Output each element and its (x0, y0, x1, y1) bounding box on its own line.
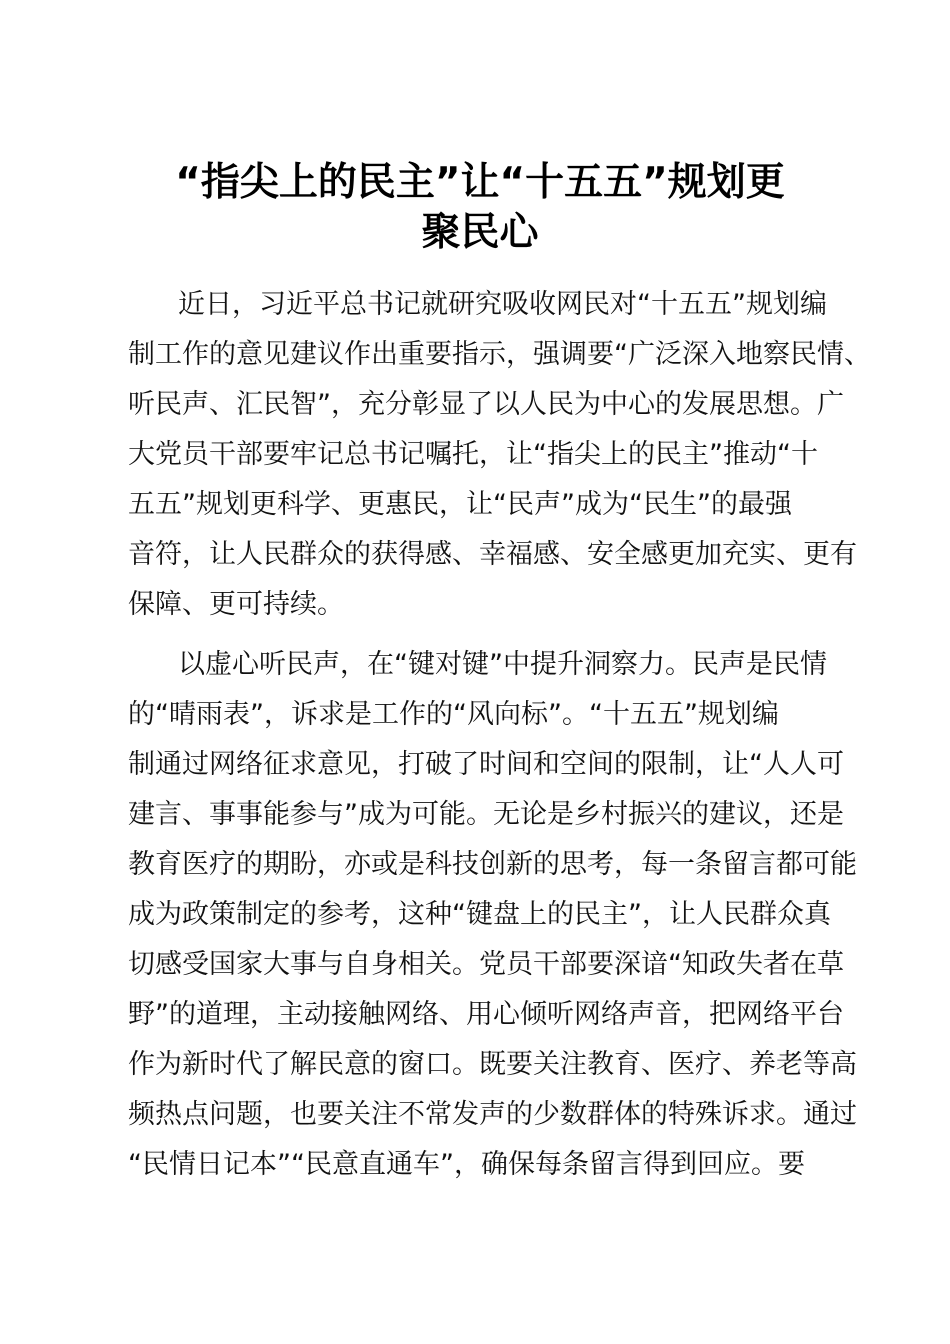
paragraph-2 (128, 640, 857, 1190)
title-line-2: 聚民心 (421, 210, 539, 255)
paragraph-line: 大党员干部要牢记总书记嘱托，让“指尖上的民主”推动“十 (128, 439, 818, 470)
title-line-1: “指尖上的民主”让“十五五”规划更 (175, 160, 785, 205)
paragraph-line: 保障、更可持续。 (128, 589, 344, 620)
paragraph-line: 教育医疗的期盼，亦或是科技创新的思考，每一条留言都可能 (128, 849, 857, 880)
paragraph-line: 音符，让人民群众的获得感、幸福感、安全感更加充实、更有 (128, 539, 857, 570)
paragraph-line: 听民声、汇民智”，充分彰显了以人民为中心的发展思想。广 (128, 389, 844, 420)
paragraph-line: 以虚心听民声，在“键对键”中提升洞察力。民声是民情 (178, 649, 827, 680)
paragraph-line: “民情日记本”“民意直通车”，确保每条留言得到回应。要 (128, 1149, 805, 1180)
paragraph-line: 频热点问题，也要关注不常发声的少数群体的特殊诉求。通过 (128, 1099, 857, 1130)
paragraph-line: 制通过网络征求意见，打破了时间和空间的限制，让“人人可 (128, 749, 844, 780)
paragraph-line: 建言、事事能参与”成为可能。无论是乡村振兴的建议，还是 (128, 799, 844, 830)
paragraph-1 (128, 280, 871, 630)
paragraph-line: 作为新时代了解民意的窗口。既要关注教育、医疗、养老等高 (128, 1049, 857, 1080)
paragraph-line: 的“晴雨表”，诉求是工作的“风向标”。“十五五”规划编 (128, 699, 779, 730)
paragraph-line: 近日，习近平总书记就研究吸收网民对“十五五”规划编 (178, 289, 827, 320)
paragraph-line: 成为政策制定的参考，这种“键盘上的民主”，让人民群众真 (128, 899, 831, 930)
document-body (128, 280, 871, 1190)
paragraph-line: 五五”规划更科学、更惠民，让“民声”成为“民生”的最强 (128, 489, 792, 520)
paragraph-line: 野”的道理，主动接触网络、用心倾听网络声音，把网络平台 (128, 999, 844, 1030)
document-title (100, 158, 860, 258)
paragraph-line: 制工作的意见建议作出重要指示，强调要“广泛深入地察民情、 (128, 339, 871, 370)
paragraph-line: 切感受国家大事与自身相关。党员干部要深谙“知政失者在草 (128, 949, 844, 980)
